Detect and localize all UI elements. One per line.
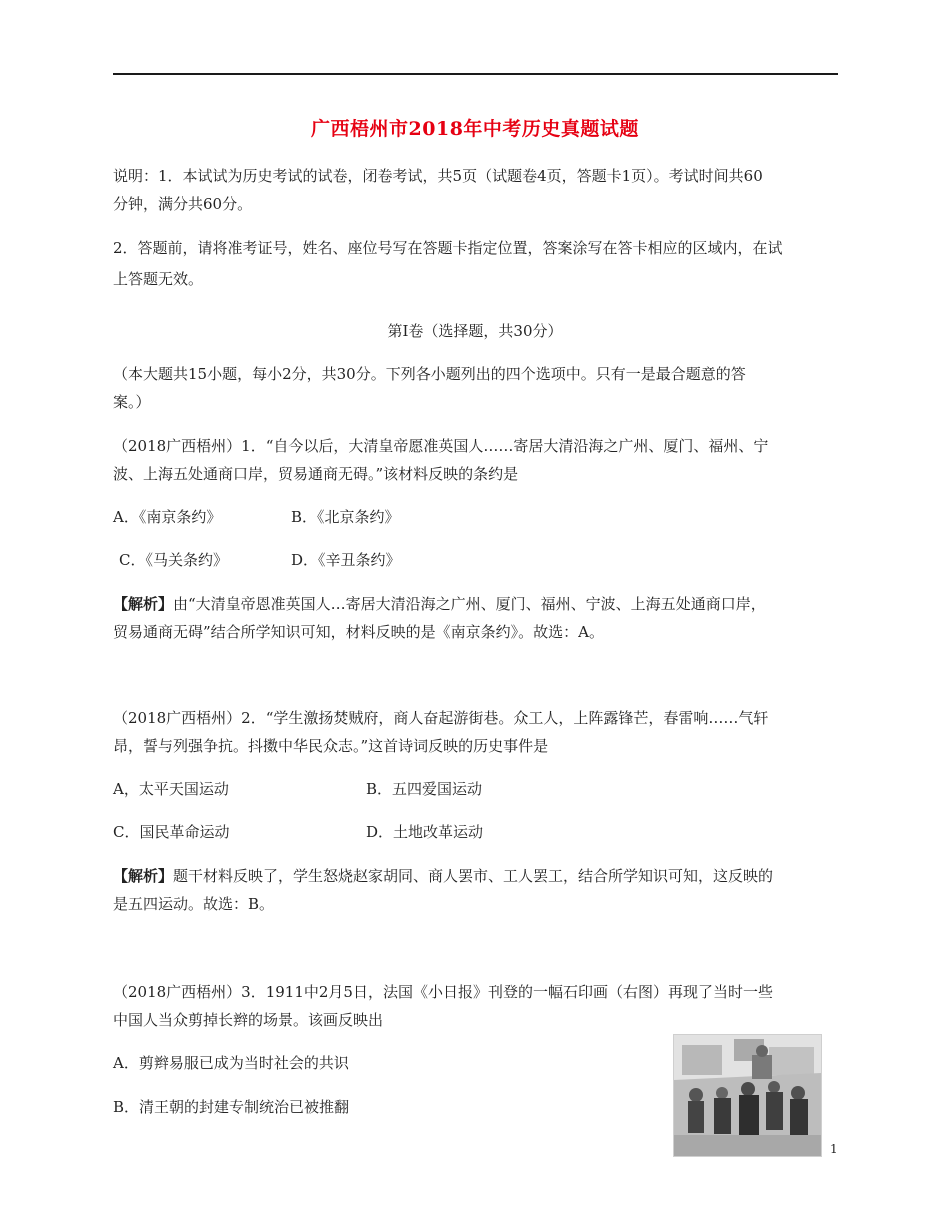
question-1-option-c: C．《马关条约》: [119, 551, 228, 569]
question-3-option-a: A．剪辫易服已成为当时社会的共识: [113, 1054, 349, 1072]
question-1-option-a: A．《南京条约》: [113, 508, 222, 526]
question-2-analysis: [113, 866, 773, 886]
instructions-line: 说明：1．本试试为历史考试的试卷，闭卷考试，共5页（试题卷4页，答题卡1页）。考试时间共60: [113, 167, 763, 185]
question-1-stem: 波、上海五处通商口岸，贸易通商无碍。”该材料反映的条约是: [113, 465, 519, 483]
question-2-stem: （2018广西梧州）2．“学生激扬焚贼府，商人奋起游街巷。众工人，上阵露锋芒，春雷响……气轩: [113, 709, 769, 727]
question-2-option-d: D．土地改革运动: [366, 823, 484, 841]
analysis-text: 由“大清皇帝恩准英国人…寄居大清沿海之广州、厦门、福州、宁波、上海五处通商口岸，: [173, 595, 766, 613]
instructions-line: 2．答题前，请将准考证号，姓名、座位号写在答题卡指定位置，答案涂写在答卡相应的区域内，在试: [113, 239, 783, 257]
instructions-line: 上答题无效。: [113, 270, 204, 288]
instructions-line: 分钟，满分共60分。: [113, 195, 253, 213]
page-number: 1: [830, 1142, 838, 1156]
analysis-tag: 【解析】: [113, 595, 174, 613]
question-1-stem: （2018广西梧州）1．“自今以后，大清皇帝愿准英国人……寄居大清沿海之广州、厦门、福州、宁: [113, 437, 769, 455]
question-1-option-b: B．《北京条约》: [291, 508, 400, 526]
lithograph-illustration: [673, 1034, 822, 1157]
question-1-option-d: D．《辛丑条约》: [291, 551, 401, 569]
question-2-option-b: B．五四爱国运动: [366, 780, 483, 798]
question-3-stem: （2018广西梧州）3．1911中2月5日，法国《小日报》刊登的一幅石印画（右图）再现了当时一些: [113, 983, 773, 1001]
header-rule: [113, 73, 838, 75]
lithograph-sketch: [674, 1035, 821, 1156]
question-1-analysis: [113, 594, 766, 614]
section-heading: 第Ⅰ卷（选择题，共30分）: [387, 322, 563, 340]
question-2-option-a: A，太平天国运动: [113, 780, 229, 798]
question-2-option-c: C．国民革命运动: [113, 823, 230, 841]
analysis-text: 题干材料反映了，学生怒烧赵家胡同、商人罢市、工人罢工，结合所学知识可知，这反映的: [173, 867, 774, 885]
question-3-stem: 中国人当众剪掉长辫的场景。该画反映出: [113, 1011, 384, 1029]
question-2-stem: 昂，誓与列强争抗。抖擞中华民众志。”这首诗词反映的历史事件是: [113, 737, 549, 755]
question-3-option-b: B．清王朝的封建专制统治已被推翻: [113, 1098, 350, 1116]
question-2-analysis: 是五四运动。故选：B。: [113, 895, 275, 913]
section-intro: 案。）: [113, 393, 151, 411]
question-1-analysis: 贸易通商无碍”结合所学知识可知，材料反映的是《南京条约》。故选：A。: [113, 623, 605, 641]
analysis-tag: 【解析】: [113, 867, 174, 885]
section-intro: （本大题共15小题，每小2分，共30分。下列各小题列出的四个选项中。只有一是最合题意的答: [113, 365, 746, 383]
document-title: 广西梧州市2018年中考历史真题试题: [311, 118, 639, 140]
